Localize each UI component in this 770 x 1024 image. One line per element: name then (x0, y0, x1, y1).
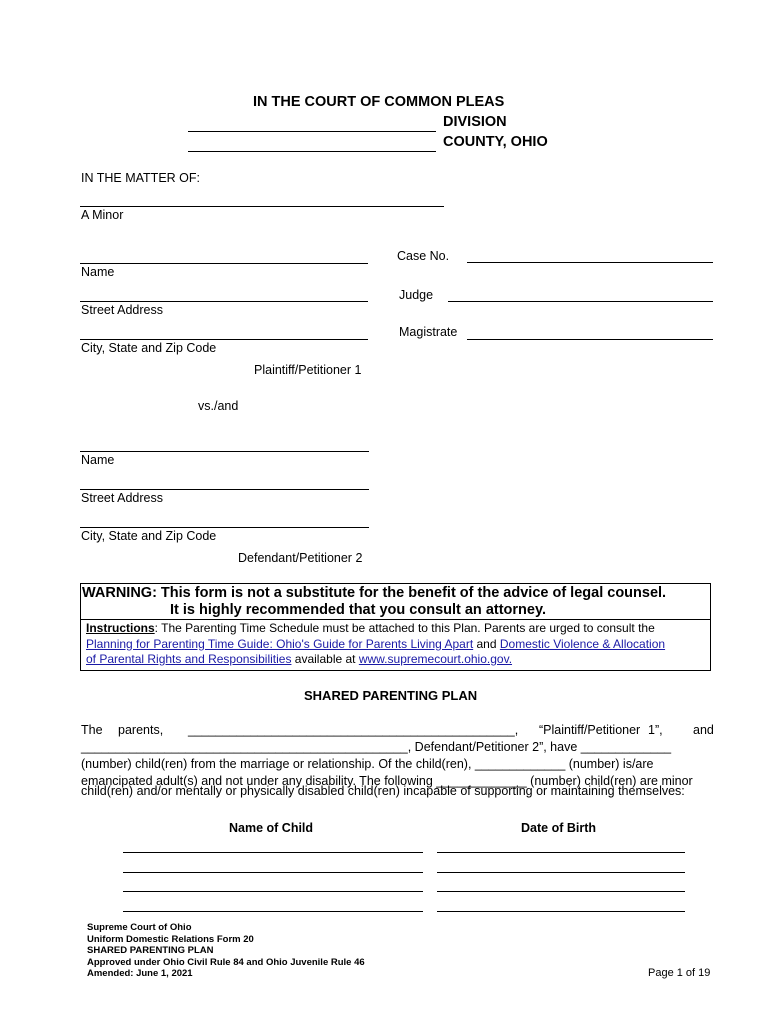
footer-line4: Approved under Ohio Civil Rule 84 and Ohio Juvenile Rule 46 (87, 956, 365, 968)
case-no-label: Case No. (397, 249, 450, 263)
party2-name-label: Name (81, 453, 115, 467)
magistrate-label: Magistrate (399, 325, 458, 339)
parenting-guide-link[interactable]: Planning for Parenting Time Guide: Ohio's Guide for Parents Living Apart (86, 636, 474, 651)
domestic-violence-link-part1[interactable]: Domestic Violence & Allocation (499, 636, 666, 651)
division-field[interactable] (188, 131, 436, 132)
matter-label: IN THE MATTER OF: (81, 171, 200, 185)
footer-block (87, 922, 365, 980)
plan-title: SHARED PARENTING PLAN (304, 688, 478, 703)
child-dob-field-1[interactable] (437, 852, 685, 853)
child-dob-field-4[interactable] (437, 911, 685, 912)
child-name-field-3[interactable] (123, 891, 423, 892)
page-number: Page 1 of 19 (648, 967, 711, 979)
party1-street-label: Street Address (81, 303, 163, 317)
party2-city-label: City, State and Zip Code (81, 529, 217, 543)
available-text: available at (291, 652, 359, 666)
division-label: DIVISION (443, 114, 507, 130)
parent1-name-field[interactable]: _______________________________________________, (188, 723, 519, 737)
vs-label: vs./and (198, 399, 239, 413)
party2-name-field[interactable] (80, 451, 369, 452)
minor-name-field[interactable] (80, 206, 444, 207)
domestic-violence-link-part2[interactable]: of Parental Rights and Responsibilities (86, 652, 292, 666)
body-and: and (693, 723, 714, 737)
child-dob-field-3[interactable] (437, 891, 685, 892)
body-line3: (number) child(ren) from the marriage or relationship. Of the child(ren), _____________ (number) is/are (81, 757, 654, 771)
child-name-field-1[interactable] (123, 852, 423, 853)
county-label: COUNTY, OHIO (443, 134, 548, 150)
and-text: and (473, 636, 500, 651)
body-line5: child(ren) and/or mentally or physically disabled child(ren) incapable of supporting or maintaining themselves: (81, 784, 685, 798)
body-line4: emancipated adult(s) and not under any disability. The following _____________ (number) child(ren) are minor (81, 774, 693, 788)
judge-label: Judge (399, 288, 434, 302)
body-plaintiff: “Plaintiff/Petitioner (539, 723, 641, 737)
name-of-child-header: Name of Child (229, 821, 314, 835)
body-line1 (81, 722, 714, 739)
body-parents: parents, (118, 723, 164, 737)
instructions-block (86, 621, 708, 668)
magistrate-field[interactable] (467, 339, 713, 340)
party1-city-field[interactable] (80, 339, 368, 340)
party1-city-label: City, State and Zip Code (81, 341, 217, 355)
body-line2: _______________________________________________, Defendant/Petitioner 2”, have _____________ (81, 740, 672, 754)
child-dob-field-2[interactable] (437, 872, 685, 873)
footer-line3: SHARED PARENTING PLAN (87, 945, 214, 956)
court-title: IN THE COURT OF COMMON PLEAS (253, 94, 505, 110)
warning-line2: It is highly recommended that you consult an attorney. (170, 602, 546, 618)
instructions-label: Instructions (86, 621, 155, 635)
minor-label: A Minor (81, 208, 124, 222)
footer-line1: Supreme Court of Ohio (87, 922, 192, 933)
case-no-field[interactable] (467, 262, 713, 263)
party2-street-field[interactable] (80, 489, 369, 490)
child-name-field-2[interactable] (123, 872, 423, 873)
party1-name-label: Name (81, 265, 115, 279)
county-field[interactable] (188, 151, 436, 152)
instructions-text: : The Parenting Time Schedule must be attached to this Plan. Parents are urged to consult the (154, 621, 655, 635)
footer-line5: Amended: June 1, 2021 (87, 968, 193, 979)
body-the: The (81, 723, 103, 737)
footer-line2: Uniform Domestic Relations Form 20 (87, 933, 254, 945)
warning-divider (80, 619, 711, 620)
party1-street-field[interactable] (80, 301, 368, 302)
warning-line1: WARNING: This form is not a substitute for the benefit of the advice of legal counsel. (82, 585, 667, 601)
supremecourt-link[interactable]: www.supremecourt.ohio.gov. (358, 652, 513, 666)
party2-role: Defendant/Petitioner 2 (238, 551, 363, 565)
party2-street-label: Street Address (81, 491, 163, 505)
party1-role: Plaintiff/Petitioner 1 (254, 363, 362, 377)
party1-name-field[interactable] (80, 263, 368, 264)
body-plaintiff-num: 1”, (648, 723, 663, 737)
child-name-field-4[interactable] (123, 911, 423, 912)
judge-field[interactable] (448, 301, 713, 302)
party2-city-field[interactable] (80, 527, 369, 528)
date-of-birth-header: Date of Birth (521, 821, 596, 835)
